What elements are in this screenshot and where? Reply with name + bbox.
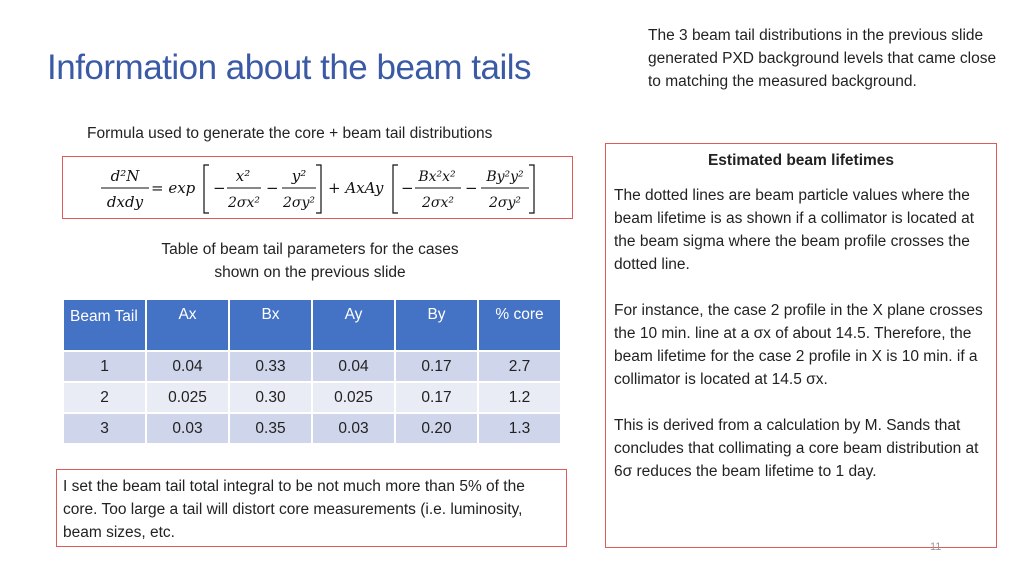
cell: 0.20: [395, 413, 478, 444]
cell: 3: [63, 413, 146, 444]
cell: 0.025: [312, 382, 395, 413]
slide-title: Information about the beam tails: [47, 48, 532, 87]
cell: 0.33: [229, 351, 312, 382]
formula-caption: Formula used to generate the core + beam tail distributions: [87, 125, 493, 142]
term2-numerator: y²: [291, 167, 307, 185]
cell: 0.025: [146, 382, 229, 413]
term3-denominator: 2σx²: [422, 195, 454, 211]
cell: 0.30: [229, 382, 312, 413]
header-ax: Ax: [146, 299, 229, 351]
table-caption: Table of beam tail parameters for the cases shown on the previous slide: [161, 241, 459, 281]
page-number: 11: [930, 541, 942, 553]
header-beam-tail: Beam Tail: [63, 299, 146, 351]
cell: 1.3: [478, 413, 561, 444]
cell: 0.17: [395, 382, 478, 413]
lhs-denominator: dxdy: [106, 193, 144, 211]
cell: 2.7: [478, 351, 561, 382]
cell: 1: [63, 351, 146, 382]
cell: 1.2: [478, 382, 561, 413]
equals-exp: = exp: [151, 179, 196, 197]
header-ay: Ay: [312, 299, 395, 351]
svg-text:−: −: [213, 179, 226, 197]
top-note: The 3 beam tail distributions in the previous slide generated PXD background levels that came close to matching the measured background.: [648, 27, 997, 90]
cell: 0.35: [229, 413, 312, 444]
term3-numerator: Bx²x²: [418, 169, 456, 185]
cell: 2: [63, 382, 146, 413]
header-bx: Bx: [229, 299, 312, 351]
cell: 0.04: [312, 351, 395, 382]
plus-amplitudes: + AxAy: [328, 179, 384, 197]
header-by: By: [395, 299, 478, 351]
table-row: [63, 413, 561, 444]
cell: 0.03: [312, 413, 395, 444]
lifetime-paragraph-1: The dotted lines are beam particle values where the beam lifetime is as shown if a collimator is located at the beam sigma where the beam profile crosses the dotted line.: [614, 187, 975, 273]
beam-lifetime-box: [605, 143, 997, 548]
tail-integral-note: I set the beam tail total integral to be not much more than 5% of the core. Too large a tail will distort core measurements (i.e. luminosity, beam sizes, etc.: [56, 469, 567, 547]
svg-text:−: −: [401, 179, 414, 197]
svg-text:−: −: [266, 179, 279, 197]
lifetime-heading: Estimated beam lifetimes: [707, 152, 895, 169]
term4-denominator: 2σy²: [489, 195, 521, 211]
term2-denominator: 2σy²: [283, 195, 315, 211]
cell: 0.04: [146, 351, 229, 382]
cell: 0.17: [395, 351, 478, 382]
lifetime-paragraph-3: This is derived from a calculation by M. Sands that concludes that collimating a core beam distribution at 6σ reduces the beam lifetime to 1 day.: [614, 417, 979, 480]
svg-text:−: −: [465, 179, 478, 197]
formula-equation: [63, 157, 571, 217]
term4-numerator: By²y²: [486, 169, 524, 185]
formula-box: [62, 156, 573, 219]
term1-numerator: x²: [235, 167, 251, 185]
table-header-row: [63, 299, 561, 351]
cell: 0.03: [146, 413, 229, 444]
lhs-numerator: d²N: [110, 167, 140, 185]
header-percent-core: % core: [478, 299, 561, 351]
lifetime-paragraph-2: For instance, the case 2 profile in the X plane crosses the 10 min. line at a σx of about 14.5. Therefore, the beam lifetime for the case 2 profile in X is 10 min. if a collimator is located at 14.5 σx.: [614, 302, 983, 388]
table-row: [63, 351, 561, 382]
table-row: [63, 382, 561, 413]
term1-denominator: 2σx²: [228, 195, 260, 211]
beam-tail-table: [62, 298, 562, 445]
